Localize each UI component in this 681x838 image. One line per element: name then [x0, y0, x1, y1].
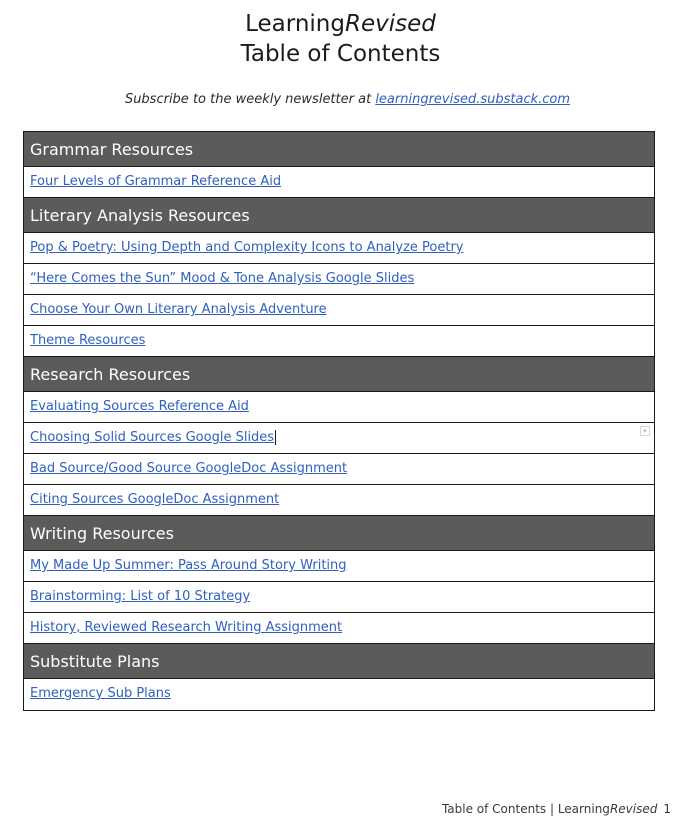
section-header-literary-analysis: Literary Analysis Resources [24, 198, 654, 233]
table-row [24, 392, 654, 423]
document-title [0, 9, 681, 70]
toc-link[interactable]: Citing Sources GoogleDoc Assignment [30, 492, 280, 507]
toc-link[interactable]: Four Levels of Grammar Reference Aid [30, 174, 282, 189]
table-row [24, 167, 654, 198]
footer-brand-italic: Revised [609, 802, 658, 816]
newsletter-link[interactable]: learningrevised.substack.com [375, 92, 571, 107]
table-row [24, 679, 654, 710]
page-number: 1 [663, 802, 671, 816]
toc-link[interactable]: Theme Resources [30, 333, 146, 348]
dropdown-arrow-icon[interactable]: ▾ [640, 426, 650, 436]
section-header-writing: Writing Resources [24, 516, 654, 551]
toc-link[interactable]: “Here Comes the Sun” Mood & Tone Analysis Google Slides [30, 271, 415, 286]
toc-link[interactable]: Choose Your Own Literary Analysis Adventure [30, 302, 327, 317]
table-row [24, 485, 654, 516]
table-row [24, 326, 654, 357]
table-row [24, 454, 654, 485]
toc-link[interactable]: Pop & Poetry: Using Depth and Complexity Icons to Analyze Poetry [30, 240, 464, 255]
table-row [24, 295, 654, 326]
page-footer [442, 802, 671, 816]
page-title: Table of Contents [240, 41, 441, 67]
section-header-substitute-plans: Substitute Plans [24, 644, 654, 679]
table-of-contents [23, 131, 655, 711]
footer-label: Table of Contents | Learning [441, 802, 610, 816]
toc-link[interactable]: History, Reviewed Research Writing Assignment [30, 620, 343, 635]
toc-link[interactable]: Emergency Sub Plans [30, 686, 171, 701]
toc-link[interactable]: Choosing Solid Sources Google Slides [30, 430, 275, 445]
table-row [24, 551, 654, 582]
table-row [24, 613, 654, 644]
subscribe-text: Subscribe to the weekly newsletter at [124, 92, 376, 107]
subscribe-line [0, 92, 681, 107]
section-header-grammar: Grammar Resources [24, 132, 654, 167]
brand-italic: Revised [344, 11, 436, 37]
toc-link[interactable]: My Made Up Summer: Pass Around Story Writing [30, 558, 347, 573]
text-cursor [275, 430, 276, 445]
table-row [24, 582, 654, 613]
toc-link[interactable]: Evaluating Sources Reference Aid [30, 399, 249, 414]
table-row [24, 264, 654, 295]
section-header-research: Research Resources [24, 357, 654, 392]
toc-link[interactable]: Brainstorming: List of 10 Strategy [30, 589, 251, 604]
table-row-active[interactable] [24, 423, 654, 454]
brand-title [0, 9, 681, 39]
brand-plain: Learning [245, 11, 345, 37]
toc-link[interactable]: Bad Source/Good Source GoogleDoc Assignment [30, 461, 348, 476]
table-row [24, 233, 654, 264]
